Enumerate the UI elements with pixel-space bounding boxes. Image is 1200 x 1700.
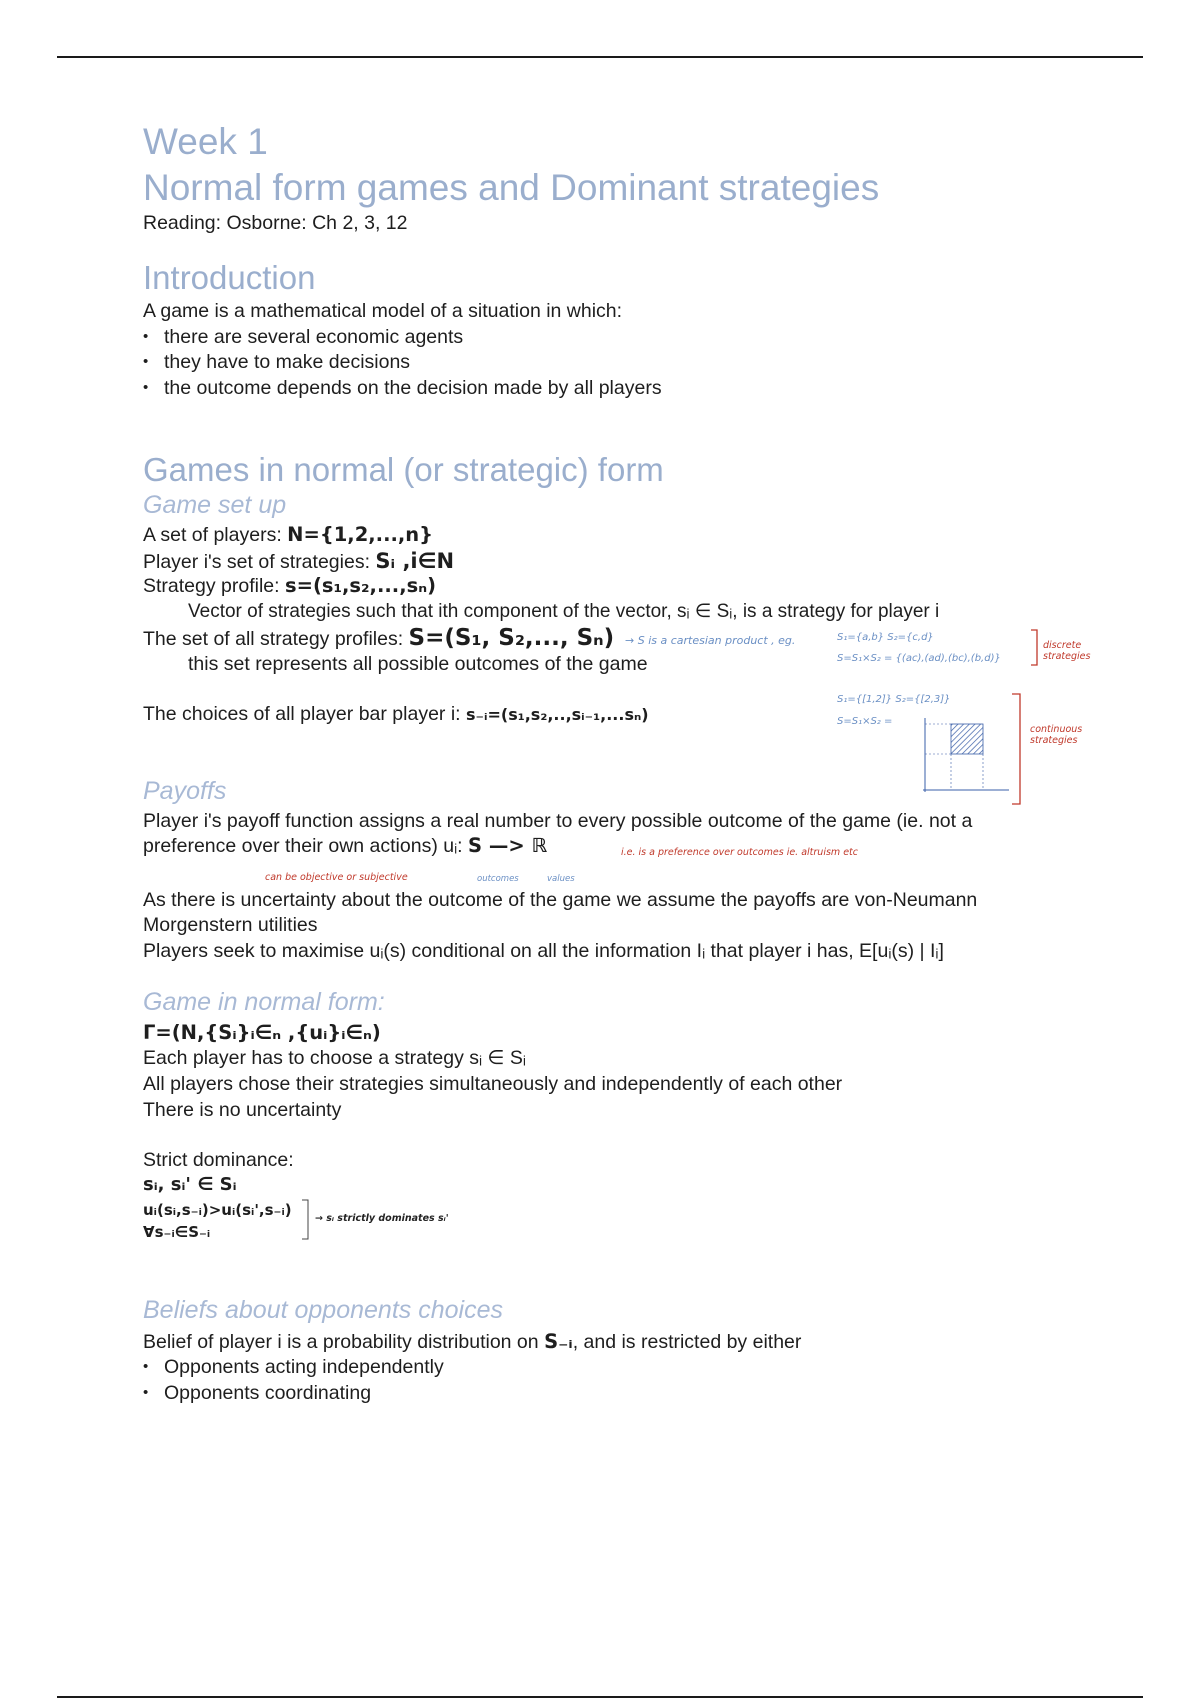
allprofiles-math: S=(S₁, S₂,..., Sₙ) — [408, 625, 615, 651]
top-rule — [57, 56, 1143, 58]
intro-heading: Introduction — [143, 259, 316, 296]
normal-line3: There is no uncertainty — [143, 1099, 342, 1121]
normal-line1: Each player has to choose a strategy sᵢ ∈ Sᵢ — [143, 1047, 526, 1069]
reading: Reading: Osborne: Ch 2, 3, 12 — [143, 212, 408, 234]
discrete-bracket — [1030, 628, 1040, 668]
values-note: values — [547, 874, 575, 884]
margin-cont-sets: S₁={[1,2]} S₂={[2,3]} — [837, 694, 951, 705]
list-item: • the outcome depends on the decision made by all players — [143, 376, 662, 400]
list-item: • they have to make decisions — [143, 350, 410, 374]
players-math: N={1,2,...,n} — [287, 523, 434, 546]
page-title: Normal form games and Dominant strategies — [143, 167, 880, 208]
payoffs-line4: Morgenstern utilities — [143, 914, 318, 936]
list-item: • there are several economic agents — [143, 325, 463, 349]
week-title: Week 1 — [143, 121, 268, 162]
normal-line2: All players chose their strategies simultaneously and independently of each other — [143, 1073, 843, 1095]
beliefs-heading: Beliefs about opponents choices — [143, 1296, 503, 1324]
margin-discrete-label: discrete strategies — [1043, 640, 1091, 662]
dominance-note: → sᵢ strictly dominates sᵢ' — [315, 1213, 449, 1224]
setup-heading: Game set up — [143, 491, 287, 519]
outcomes-note: outcomes — [477, 874, 519, 884]
beliefs-line: Belief of player i is a probability distribution on S₋ᵢ, and is restricted by either — [143, 1330, 802, 1353]
margin-discrete-sets: S₁={a,b} S₂={c,d} — [837, 632, 934, 643]
margin-cont-label: continuous strategies — [1030, 724, 1083, 746]
list-item: • Opponents coordinating — [143, 1381, 371, 1405]
normal-heading: Game in normal form: — [143, 988, 385, 1016]
strategies-math: Sᵢ ,i∈N — [375, 549, 455, 573]
margin-cartesian-note: → S is a cartesian product , eg. — [625, 634, 796, 647]
dominance-math1: sᵢ, sᵢ' ∈ Sᵢ — [143, 1174, 237, 1195]
dominance-label: Strict dominance: — [143, 1149, 294, 1171]
strategies-line: Player i's set of strategies: Sᵢ ,i∈N — [143, 549, 455, 573]
cardinal-note: can be objective or subjective — [265, 872, 408, 883]
preference-note: i.e. is a preference over outcomes ie. altruism etc — [621, 847, 858, 858]
list-item: • Opponents acting independently — [143, 1355, 444, 1379]
payoffs-line1: Player i's payoff function assigns a real number to every possible outcome of the game (ie. not a — [143, 810, 973, 832]
choices-line: The choices of all player bar player i: s₋ᵢ=(s₁,s₂,..,sᵢ₋₁,...sₙ) — [143, 703, 649, 725]
continuous-strategy-graph — [913, 712, 1013, 802]
margin-cont-product: S=S₁×S₂ = — [837, 716, 893, 727]
outcomes-text: this set represents all possible outcomes of the game — [188, 653, 648, 675]
players-line: A set of players: N={1,2,...,n} — [143, 523, 434, 546]
margin-discrete-product: S=S₁×S₂ = {(ac),(ad),(bc),(b,d)} — [837, 653, 1001, 664]
dominance-bracket — [301, 1198, 311, 1242]
choices-math: s₋ᵢ=(s₁,s₂,..,sᵢ₋₁,...sₙ) — [466, 705, 649, 724]
allprofiles-line: The set of all strategy profiles: S=(S₁, S₂,..., Sₙ) — [143, 625, 615, 651]
intro-text: A game is a mathematical model of a situation in which: — [143, 300, 623, 322]
profile-line: Strategy profile: s=(s₁,s₂,...,sₙ) — [143, 574, 437, 597]
normal-form-heading: Games in normal (or strategic) form — [143, 451, 664, 488]
dominance-math3: ∀s₋ᵢ∈S₋ᵢ — [143, 1223, 211, 1241]
payoffs-line3: As there is uncertainty about the outcome of the game we assume the payoffs are von-Neumann — [143, 889, 978, 911]
payoffs-heading: Payoffs — [143, 777, 227, 805]
dominance-math2: uᵢ(sᵢ,s₋ᵢ)>uᵢ(sᵢ',s₋ᵢ) — [143, 1201, 292, 1219]
normal-form-math: Γ=(N,{Sᵢ}ᵢ∈ₙ ,{uᵢ}ᵢ∈ₙ) — [143, 1021, 381, 1044]
bottom-rule — [57, 1696, 1143, 1698]
payoffs-line5: Players seek to maximise uᵢ(s) conditional on all the information Iᵢ that player i has, E[uᵢ(s) | Iᵢ] — [143, 940, 944, 962]
beliefs-math: S₋ᵢ — [544, 1330, 573, 1353]
vector-text: Vector of strategies such that ith component of the vector, sᵢ ∈ Sᵢ, is a strategy for player i — [188, 601, 940, 622]
continuous-bracket — [1011, 692, 1025, 808]
payoff-function-math: S —> ℝ — [467, 834, 548, 857]
payoffs-line2: preference over their own actions) uᵢ: S —> ℝ — [143, 834, 548, 857]
profile-math: s=(s₁,s₂,...,sₙ) — [285, 574, 437, 597]
